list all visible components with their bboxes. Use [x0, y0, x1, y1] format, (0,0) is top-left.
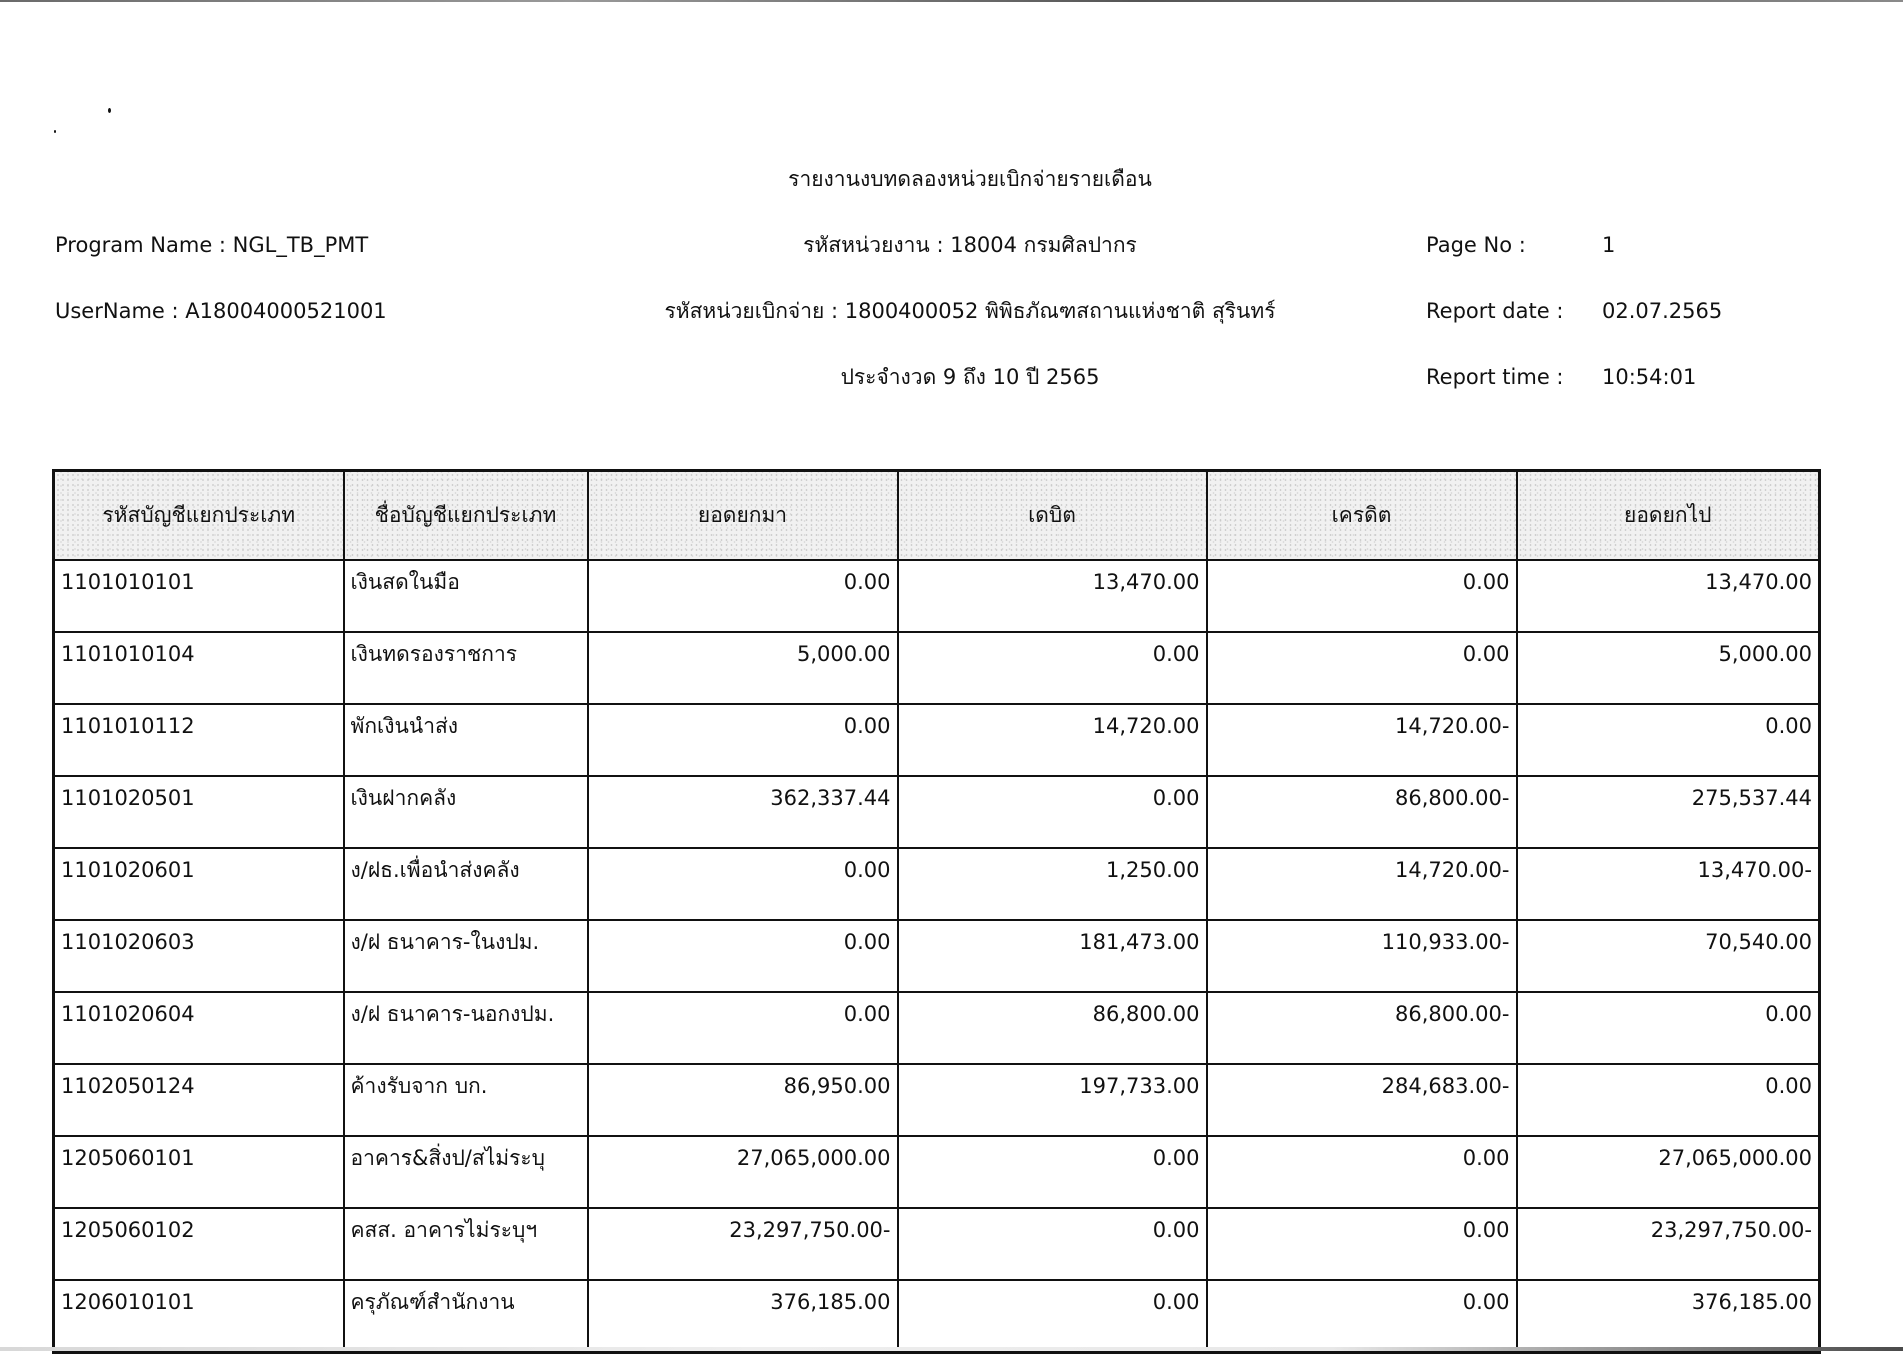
debit: 0.00 [898, 1280, 1207, 1353]
credit: 86,800.00- [1207, 776, 1517, 848]
account-name: ครุภัณฑ์สำนักงาน [344, 1280, 588, 1353]
account-name: ค้างรับจาก บก. [344, 1064, 588, 1136]
debit: 0.00 [898, 1208, 1207, 1280]
trial-balance-table [52, 469, 1821, 1354]
credit: 284,683.00- [1207, 1064, 1517, 1136]
table-row [54, 920, 1820, 992]
carried-forward: 70,540.00 [1517, 920, 1820, 992]
brought-forward: 5,000.00 [588, 632, 898, 704]
account-code: 1205060101 [54, 1136, 344, 1208]
username: UserName : A18004000521001 [55, 299, 387, 323]
account-code: 1101020603 [54, 920, 344, 992]
col-header-credit: เครดิต [1207, 471, 1517, 561]
table-row [54, 560, 1820, 632]
disbursing-unit-line: รหัสหน่วยเบิกจ่าย : 1800400052 พิพิธภัณฑสถานแห่งชาติ สุรินทร์ [664, 299, 1276, 323]
carried-forward: 13,470.00- [1517, 848, 1820, 920]
credit: 0.00 [1207, 1280, 1517, 1353]
col-header-brought-forward: ยอดยกมา [588, 471, 898, 561]
account-name: พักเงินนำส่ง [344, 704, 588, 776]
agency-line: รหัสหน่วยงาน : 18004 กรมศิลปากร [803, 233, 1137, 257]
account-name: เงินสดในมือ [344, 560, 588, 632]
debit: 86,800.00 [898, 992, 1207, 1064]
brought-forward: 0.00 [588, 848, 898, 920]
debit: 1,250.00 [898, 848, 1207, 920]
carried-forward: 27,065,000.00 [1517, 1136, 1820, 1208]
table-header-row [54, 471, 1820, 561]
col-header-carried-forward: ยอดยกไป [1517, 471, 1820, 561]
page-no-value: 1 [1602, 233, 1616, 257]
carried-forward: 376,185.00 [1517, 1280, 1820, 1353]
report-time-label: Report time : [1426, 365, 1564, 389]
scan-edge-bottom [0, 1347, 1903, 1351]
report-title: รายงานงบทดลองหน่วยเบิกจ่ายรายเดือน [788, 167, 1152, 191]
credit: 0.00 [1207, 560, 1517, 632]
table-row [54, 848, 1820, 920]
carried-forward: 0.00 [1517, 992, 1820, 1064]
account-code: 1101020501 [54, 776, 344, 848]
credit: 86,800.00- [1207, 992, 1517, 1064]
credit: 0.00 [1207, 1136, 1517, 1208]
account-code: 1101010101 [54, 560, 344, 632]
table-row [54, 1136, 1820, 1208]
credit: 0.00 [1207, 632, 1517, 704]
table-row [54, 1280, 1820, 1353]
program-name: Program Name : NGL_TB_PMT [55, 233, 369, 257]
report-date-label: Report date : [1426, 299, 1564, 323]
credit: 14,720.00- [1207, 704, 1517, 776]
debit: 13,470.00 [898, 560, 1207, 632]
account-code: 1205060102 [54, 1208, 344, 1280]
debit: 181,473.00 [898, 920, 1207, 992]
table-row [54, 704, 1820, 776]
account-name: ง/ฝธ.เพื่อนำส่งคลัง [344, 848, 588, 920]
debit: 0.00 [898, 632, 1207, 704]
brought-forward: 23,297,750.00- [588, 1208, 898, 1280]
report-time-value: 10:54:01 [1602, 365, 1697, 389]
brought-forward: 0.00 [588, 560, 898, 632]
carried-forward: 0.00 [1517, 704, 1820, 776]
debit: 0.00 [898, 776, 1207, 848]
col-header-account-name: ชื่อบัญชีแยกประเภท [344, 471, 588, 561]
brought-forward: 0.00 [588, 920, 898, 992]
account-name: เงินทดรองราชการ [344, 632, 588, 704]
table-row [54, 1064, 1820, 1136]
carried-forward: 0.00 [1517, 1064, 1820, 1136]
carried-forward: 23,297,750.00- [1517, 1208, 1820, 1280]
table-row [54, 776, 1820, 848]
account-name: เงินฝากคลัง [344, 776, 588, 848]
brought-forward: 27,065,000.00 [588, 1136, 898, 1208]
scan-edge-top [0, 0, 1903, 2]
report-date-value: 02.07.2565 [1602, 299, 1723, 323]
table-row [54, 1208, 1820, 1280]
debit: 197,733.00 [898, 1064, 1207, 1136]
period-line: ประจำงวด 9 ถึง 10 ปี 2565 [840, 365, 1100, 389]
brought-forward: 0.00 [588, 992, 898, 1064]
account-code: 1102050124 [54, 1064, 344, 1136]
credit: 110,933.00- [1207, 920, 1517, 992]
debit: 14,720.00 [898, 704, 1207, 776]
table-row [54, 632, 1820, 704]
brought-forward: 0.00 [588, 704, 898, 776]
account-code: 1101020604 [54, 992, 344, 1064]
credit: 14,720.00- [1207, 848, 1517, 920]
account-name: คสส. อาคารไม่ระบุฯ [344, 1208, 588, 1280]
account-code: 1101010104 [54, 632, 344, 704]
debit: 0.00 [898, 1136, 1207, 1208]
brought-forward: 86,950.00 [588, 1064, 898, 1136]
scan-speck [54, 130, 56, 133]
col-header-account-code: รหัสบัญชีแยกประเภท [54, 471, 344, 561]
account-name: ง/ฝ ธนาคาร-ในงปม. [344, 920, 588, 992]
account-code: 1101010112 [54, 704, 344, 776]
table-row [54, 992, 1820, 1064]
page-no-label: Page No : [1426, 233, 1526, 257]
brought-forward: 376,185.00 [588, 1280, 898, 1353]
account-code: 1101020601 [54, 848, 344, 920]
brought-forward: 362,337.44 [588, 776, 898, 848]
col-header-debit: เดบิต [898, 471, 1207, 561]
carried-forward: 275,537.44 [1517, 776, 1820, 848]
carried-forward: 13,470.00 [1517, 560, 1820, 632]
account-code: 1206010101 [54, 1280, 344, 1353]
scan-speck [108, 108, 111, 113]
carried-forward: 5,000.00 [1517, 632, 1820, 704]
account-name: อาคาร&สิ่งป/สไม่ระบุ [344, 1136, 588, 1208]
account-name: ง/ฝ ธนาคาร-นอกงปม. [344, 992, 588, 1064]
credit: 0.00 [1207, 1208, 1517, 1280]
